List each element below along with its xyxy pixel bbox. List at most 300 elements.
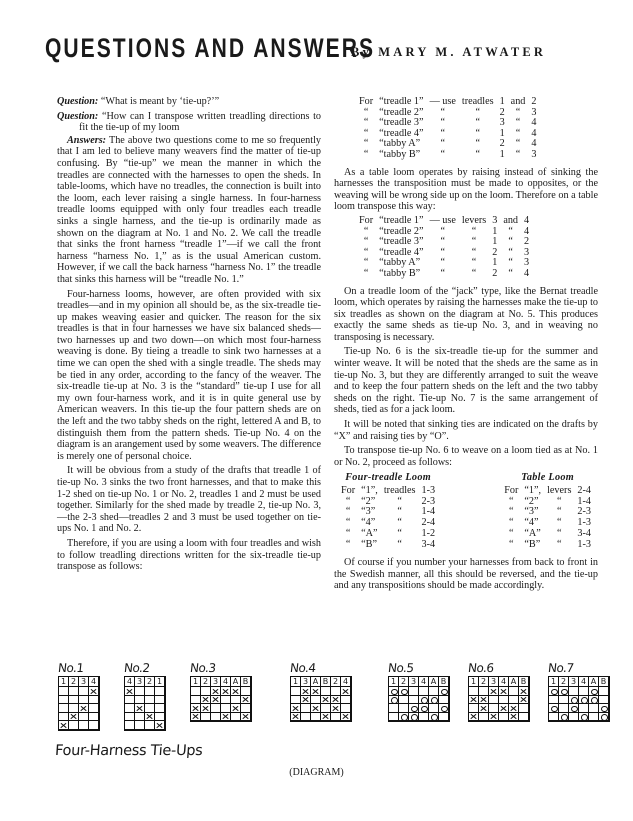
table-cell: “ bbox=[363, 257, 369, 269]
summer-winter-transpose-tables bbox=[334, 472, 598, 550]
sinking-tie-mark bbox=[135, 704, 145, 713]
sinking-tie-mark bbox=[321, 713, 331, 722]
tie-up-cell bbox=[489, 704, 499, 713]
tie-up-column-header: 1 bbox=[191, 677, 201, 687]
tie-up-grid bbox=[124, 676, 166, 731]
tie-up-cell bbox=[479, 713, 489, 722]
sinking-tie-mark bbox=[79, 704, 89, 713]
table-cell: “A” bbox=[524, 527, 541, 539]
table-cell: 1-3 bbox=[577, 517, 591, 529]
table-cell: “ bbox=[440, 117, 445, 129]
tie-up-grid bbox=[190, 676, 252, 722]
tie-up-column-header: 3 bbox=[489, 677, 499, 687]
tie-up-grid bbox=[58, 676, 100, 731]
tie-up-cell bbox=[79, 687, 89, 696]
table-cell: 1 bbox=[499, 127, 505, 139]
paragraph: Of course if you number your harnesses from back to front in the Swedish manner, all this should be reversed, and the tie-up and any transpositions should be made accordingly. bbox=[334, 557, 598, 592]
raising-tie-mark bbox=[579, 696, 589, 705]
table-cell: “tabby A” bbox=[379, 257, 421, 269]
table-cell: “tabby B” bbox=[379, 267, 421, 279]
table-row bbox=[338, 540, 438, 551]
table-cell: 4 bbox=[524, 267, 530, 279]
tie-up-cell bbox=[341, 704, 351, 713]
tie-up-cell bbox=[135, 696, 145, 705]
tie-up-2 bbox=[124, 662, 166, 731]
sinking-tie-mark bbox=[241, 713, 251, 722]
table-cell: and bbox=[510, 96, 526, 107]
sinking-tie-mark bbox=[231, 704, 241, 713]
diagram-caption: Four-Harness Tie-Ups bbox=[54, 743, 204, 759]
paragraph: It will be noted that sinking ties are indicated on the drafts by “X” and raising ties by “O”. bbox=[334, 419, 598, 442]
sinking-tie-mark bbox=[89, 687, 99, 696]
tie-up-cell bbox=[579, 687, 589, 696]
tie-up-cell bbox=[301, 704, 311, 713]
table-cell: 2-3 bbox=[421, 495, 436, 507]
table-cell: “tabby B” bbox=[379, 148, 421, 160]
tie-up-column-header: 3 bbox=[211, 677, 221, 687]
table-cell: “ bbox=[440, 138, 445, 150]
tie-up-cell bbox=[145, 721, 155, 730]
tie-up-column-header: 4 bbox=[579, 677, 589, 687]
paragraph: Therefore, if you are using a loom with four treadles and wish to follow treadling directions written for the six-treadle tie-up transpose as follows: bbox=[57, 537, 321, 573]
tie-up-cell bbox=[439, 696, 449, 705]
table-cell: “ bbox=[397, 538, 402, 550]
table-cell: For bbox=[341, 485, 356, 496]
diagram-label: (DIAGRAM) bbox=[289, 767, 344, 778]
table-cell: “treadle 2” bbox=[379, 225, 424, 237]
tie-up-cell bbox=[125, 721, 135, 730]
tie-up-cell bbox=[155, 704, 165, 713]
tie-up-cell bbox=[509, 687, 519, 696]
tie-up-cell bbox=[145, 696, 155, 705]
table-cell: 3 bbox=[492, 214, 498, 226]
sinking-tie-mark bbox=[155, 721, 165, 730]
tie-up-column-header: A bbox=[429, 677, 439, 687]
table-cell: 4 bbox=[531, 117, 537, 129]
table-cell: “ bbox=[508, 257, 513, 269]
sinking-tie-mark bbox=[191, 713, 201, 722]
table-cell: “ bbox=[509, 527, 514, 539]
table-cell: treadles bbox=[383, 485, 416, 496]
tie-up-column-header: B bbox=[241, 677, 251, 687]
table-cell: “ bbox=[345, 527, 351, 539]
table-cell: 1-2 bbox=[421, 527, 436, 539]
table-cell: “ bbox=[509, 538, 514, 550]
tie-up-cell bbox=[291, 696, 301, 705]
tie-up-cell bbox=[79, 721, 89, 730]
sinking-tie-mark bbox=[519, 687, 529, 696]
table-cell: “ bbox=[471, 246, 477, 258]
tie-up-cell bbox=[389, 713, 399, 722]
tie-up-label: No.1 bbox=[57, 661, 85, 675]
table-cell: For bbox=[359, 96, 374, 107]
tie-up-cell bbox=[549, 713, 559, 722]
table-cell: 4 bbox=[531, 127, 537, 139]
tie-up-column-header: 2 bbox=[69, 677, 79, 687]
tie-up-cell bbox=[291, 687, 301, 696]
sinking-tie-mark bbox=[241, 696, 251, 705]
tie-up-cell bbox=[135, 721, 145, 730]
tie-up-cell bbox=[429, 704, 439, 713]
table-cell: 2-4 bbox=[421, 517, 436, 529]
tie-up-cell bbox=[569, 713, 579, 722]
tie-up-cell bbox=[409, 696, 419, 705]
table-cell: “ bbox=[345, 538, 351, 550]
tie-up-column-header: 2 bbox=[145, 677, 155, 687]
table-cell: 1 bbox=[492, 225, 498, 237]
tie-up-cell bbox=[89, 696, 99, 705]
table-cell: “treadle 1” bbox=[379, 214, 424, 226]
paragraph: Tie-up No. 6 is the six-treadle tie-up for the summer and winter weave. It will be noted that the sheds are the same as in tie-up No. 3, but they are differently arranged to suit the weave and to keep the four pattern sheds on the left and the two tabby sheds on the right. Tie-up No. 7 is the same arrangement of sheds, tied as for a jack loom. bbox=[334, 346, 598, 416]
table-cell: “ bbox=[363, 236, 369, 248]
sinking-tie-mark bbox=[469, 696, 479, 705]
tie-up-cell bbox=[59, 713, 69, 722]
raising-tie-mark bbox=[559, 713, 569, 722]
tie-up-grid bbox=[548, 676, 610, 722]
tie-up-cell bbox=[311, 696, 321, 705]
table-cell: “ bbox=[397, 506, 402, 518]
tie-up-cell bbox=[519, 713, 529, 722]
raising-tie-mark bbox=[399, 687, 409, 696]
tie-up-cell bbox=[59, 687, 69, 696]
raising-tie-mark bbox=[549, 687, 559, 696]
sinking-tie-mark bbox=[331, 696, 341, 705]
table-cell: “tabby A” bbox=[379, 138, 421, 150]
table-cell: “treadle 4” bbox=[379, 127, 424, 139]
tie-up-column-header: 2 bbox=[201, 677, 211, 687]
tie-up-column-header: 2 bbox=[399, 677, 409, 687]
tie-up-column-header: 4 bbox=[499, 677, 509, 687]
paragraph: Four-harness looms, however, are often provided with six treadles—and in my opinion all should be, as the six-treadle tie-up makes weaving easier and quicker. The reason for the six treadles is that in four harnesses we have six balanced sheds—two harnesses up and two down—on which most four-harness weaving is done. By tieing a treadle to sink two harnesses at a time we can open the shed with a single treadle. The sheds may be tied in any order, according to the fancy of the weaver. The six-treadle tie-up at No. 3 is the “standard” tie-up I use for all my own four-harness work, and it is in quite general use by American weavers. In this tie-up the four pattern sheds are on the left and the two tabby sheds on the right, lettered A and B, to distinguish them from the pattern sheds. Tie-up No. 4 on the diagram is an arangement used by some weavers. The difference is merely one of personal choice. bbox=[57, 288, 321, 462]
tie-up-cell bbox=[409, 687, 419, 696]
tie-up-cell bbox=[599, 696, 609, 705]
table-cell: 3-4 bbox=[577, 527, 591, 539]
tie-up-label: No.6 bbox=[467, 661, 495, 675]
sinking-tie-mark bbox=[479, 704, 489, 713]
paragraph: On a treadle loom of the “jack” type, like the Bernat treadle loom, which operates by raising the harnesses make the tie-up to six treadles as shown on the diagram at No. 5. This produces exactly the same sheds as tie-up No. 3, and in weaving no transposing is necessary. bbox=[334, 285, 598, 343]
table-cell: “ bbox=[556, 495, 562, 507]
tie-up-5 bbox=[388, 662, 450, 722]
sinking-tie-mark bbox=[331, 704, 341, 713]
table-cell: “ bbox=[508, 225, 513, 237]
sinking-tie-mark bbox=[341, 687, 351, 696]
right-column bbox=[334, 96, 598, 595]
table-cell: 1-4 bbox=[577, 495, 591, 507]
sinking-tie-mark bbox=[211, 687, 221, 696]
article-header bbox=[45, 33, 605, 73]
tie-up-cell bbox=[89, 713, 99, 722]
tie-up-cell bbox=[559, 704, 569, 713]
tie-up-column-header: 4 bbox=[221, 677, 231, 687]
table-cell: “ bbox=[363, 267, 369, 279]
table-cell: 1-3 bbox=[421, 485, 436, 496]
tie-up-cell bbox=[79, 696, 89, 705]
tie-up-column-header: 4 bbox=[125, 677, 135, 687]
table-cell: 1-3 bbox=[577, 538, 591, 550]
table-cell: “ bbox=[363, 148, 369, 160]
tie-up-1 bbox=[58, 662, 100, 731]
tie-up-column-header: B bbox=[599, 677, 609, 687]
table-cell: “ bbox=[475, 148, 480, 160]
table-cell: 2-3 bbox=[577, 506, 591, 518]
table-cell: “B” bbox=[524, 538, 541, 550]
tie-up-cell bbox=[201, 713, 211, 722]
table-cell: “treadle 4” bbox=[379, 246, 424, 258]
table-loom-transpose-table bbox=[356, 216, 532, 280]
table-cell: “ bbox=[363, 225, 369, 237]
tie-up-cell bbox=[499, 696, 509, 705]
tie-up-cell bbox=[211, 704, 221, 713]
tie-up-cell bbox=[429, 687, 439, 696]
tie-up-cell bbox=[69, 721, 79, 730]
tie-up-column-header: B bbox=[439, 677, 449, 687]
table-cell: “ bbox=[556, 538, 562, 550]
tie-up-cell bbox=[321, 704, 331, 713]
table-cell: “ bbox=[475, 117, 480, 129]
article-byline: By MARY M. ATWATER bbox=[351, 45, 547, 59]
tie-up-cell bbox=[125, 713, 135, 722]
tie-up-cell bbox=[155, 696, 165, 705]
raising-tie-mark bbox=[419, 696, 429, 705]
table-cell: “ bbox=[515, 138, 521, 150]
table-cell: “ bbox=[363, 246, 369, 258]
raising-tie-mark bbox=[389, 696, 399, 705]
raising-tie-mark bbox=[389, 687, 399, 696]
table-cell: 3 bbox=[524, 257, 530, 269]
tie-up-column-header: 4 bbox=[419, 677, 429, 687]
table-cell: “ bbox=[515, 148, 521, 160]
raising-tie-mark bbox=[569, 704, 579, 713]
tie-up-cell bbox=[145, 704, 155, 713]
tie-up-cell bbox=[399, 696, 409, 705]
tie-up-cell bbox=[135, 713, 145, 722]
sinking-tie-mark bbox=[519, 696, 529, 705]
tie-up-label: No.3 bbox=[189, 661, 217, 675]
table-cell: “ bbox=[363, 106, 369, 118]
table-row bbox=[501, 540, 594, 551]
table-cell: and bbox=[503, 214, 519, 226]
tie-up-4 bbox=[290, 662, 352, 722]
tie-up-grid bbox=[290, 676, 352, 722]
table-cell: “3” bbox=[524, 506, 539, 518]
sinking-tie-mark bbox=[211, 696, 221, 705]
table-cell: 3 bbox=[524, 246, 530, 258]
table-cell: “4” bbox=[524, 517, 539, 529]
table-row bbox=[356, 216, 532, 227]
raising-tie-mark bbox=[439, 687, 449, 696]
table-cell: 1 bbox=[492, 257, 498, 269]
tie-up-cell bbox=[439, 713, 449, 722]
table-cell: “ bbox=[345, 517, 351, 529]
table-cell: “1”, bbox=[524, 485, 542, 496]
sinking-tie-mark bbox=[509, 713, 519, 722]
sinking-tie-mark bbox=[191, 704, 201, 713]
table-cell: “ bbox=[475, 106, 480, 118]
table-cell: levers bbox=[461, 214, 487, 226]
table-loom-table bbox=[501, 472, 594, 550]
sinking-tie-mark bbox=[221, 687, 231, 696]
tie-up-diagrams bbox=[57, 661, 618, 744]
sinking-tie-mark bbox=[59, 721, 69, 730]
raising-tie-mark bbox=[419, 704, 429, 713]
table-cell: “ bbox=[509, 506, 514, 518]
table-cell: “ bbox=[363, 117, 369, 129]
tie-up-cell bbox=[469, 704, 479, 713]
tie-up-column-header: 4 bbox=[341, 677, 351, 687]
question-1: Question: “What is meant by ‘tie-up?’” bbox=[57, 96, 220, 107]
tie-up-cell bbox=[509, 696, 519, 705]
table-cell: — use bbox=[429, 214, 456, 226]
table-cell: “ bbox=[475, 138, 480, 150]
tie-up-column-header: 1 bbox=[291, 677, 301, 687]
table-cell: 2 bbox=[492, 246, 498, 258]
table-cell: “ bbox=[363, 138, 369, 150]
raising-tie-mark bbox=[549, 704, 559, 713]
tie-up-cell bbox=[125, 696, 135, 705]
table-cell: 2 bbox=[499, 106, 505, 118]
sinking-tie-mark bbox=[499, 687, 509, 696]
table-cell: “ bbox=[440, 267, 445, 279]
table-cell: “ bbox=[475, 127, 480, 139]
sinking-tie-mark bbox=[469, 713, 479, 722]
raising-tie-mark bbox=[429, 696, 439, 705]
tie-up-column-header: 2 bbox=[479, 677, 489, 687]
table-cell: 2 bbox=[524, 236, 530, 248]
table-cell: “ bbox=[345, 495, 351, 507]
table-cell: “treadle 3” bbox=[379, 236, 424, 248]
tie-up-cell bbox=[155, 713, 165, 722]
article-title: QUESTIONS AND ANSWERS bbox=[45, 33, 376, 63]
tie-up-cell bbox=[191, 687, 201, 696]
tie-up-cell bbox=[221, 696, 231, 705]
tie-up-label: No.5 bbox=[387, 661, 415, 675]
tie-up-cell bbox=[331, 713, 341, 722]
tie-up-cell bbox=[589, 713, 599, 722]
table-cell: “ bbox=[508, 267, 513, 279]
sinking-tie-mark bbox=[489, 713, 499, 722]
raising-tie-mark bbox=[429, 713, 439, 722]
table-cell: “ bbox=[440, 257, 445, 269]
sinking-tie-mark bbox=[145, 713, 155, 722]
tie-up-cell bbox=[341, 696, 351, 705]
table-cell: “ bbox=[515, 106, 521, 118]
table-cell: “ bbox=[397, 527, 402, 539]
four-treadle-loom-table bbox=[338, 472, 438, 550]
tie-up-column-header: 3 bbox=[135, 677, 145, 687]
sinking-tie-mark bbox=[201, 704, 211, 713]
tie-up-cell bbox=[59, 696, 69, 705]
tie-up-cell bbox=[89, 704, 99, 713]
tie-up-cell bbox=[231, 713, 241, 722]
sinking-tie-mark bbox=[125, 687, 135, 696]
tie-up-column-header: 1 bbox=[549, 677, 559, 687]
tie-up-7 bbox=[548, 662, 610, 722]
table-cell: “ bbox=[471, 257, 477, 269]
sinking-tie-mark bbox=[291, 713, 301, 722]
tie-up-column-header: 3 bbox=[301, 677, 311, 687]
table-cell: “4” bbox=[361, 517, 376, 529]
table-cell: 4 bbox=[524, 225, 530, 237]
table-loom-heading: Table Loom bbox=[521, 472, 574, 484]
table-cell: 2-4 bbox=[577, 485, 591, 496]
raising-tie-mark bbox=[599, 713, 609, 722]
table-cell: “A” bbox=[361, 527, 378, 539]
raising-tie-mark bbox=[409, 713, 419, 722]
tie-up-cell bbox=[549, 696, 559, 705]
sinking-tie-mark bbox=[311, 704, 321, 713]
tie-up-cell bbox=[59, 704, 69, 713]
table-cell: “3” bbox=[361, 506, 376, 518]
table-cell: “ bbox=[363, 127, 369, 139]
table-cell: “2” bbox=[361, 495, 376, 507]
left-column bbox=[57, 96, 321, 576]
table-cell: 3 bbox=[531, 148, 537, 160]
tie-up-cell bbox=[579, 704, 589, 713]
table-cell: 4 bbox=[524, 214, 530, 226]
table-cell: “ bbox=[471, 267, 477, 279]
table-cell: “ bbox=[508, 246, 513, 258]
tie-up-column-header: 4 bbox=[89, 677, 99, 687]
raising-tie-mark bbox=[439, 704, 449, 713]
table-cell: “ bbox=[440, 148, 445, 160]
table-row bbox=[356, 150, 539, 161]
tie-up-column-header: 1 bbox=[469, 677, 479, 687]
table-cell: “ bbox=[440, 246, 445, 258]
table-cell: 2 bbox=[492, 267, 498, 279]
tie-up-cell bbox=[155, 687, 165, 696]
tie-up-column-header: 1 bbox=[389, 677, 399, 687]
table-cell: 2 bbox=[531, 96, 537, 107]
paragraph: As a table loom operates by raising instead of sinking the harnesses the transposition must be made to opposites, or the weaving will be wrong side up on the loom. Therefore on a table loom transpose this way: bbox=[334, 166, 598, 213]
tie-up-cell bbox=[301, 713, 311, 722]
answers-paragraph: Answers: The above two questions come to me so frequently that I am led to believe many weavers find the matter of tie-up confusing. By “tie-up” we mean the manner in which the treadles are connected with the harnesses to open the sheds. In table-looms, which have no treadles, the connection is built into the loom, each lever raising a single harness. In four-harness treadle looms equipped with only four treadles each treadle sinks a single harness, and the tie-up is ordinarily made as shown on the diagram at No. 1 and No. 2. We call the treadle that sinks the front harness “treadle 1”—if we call the front harness “harness No. 1,” as is the usual American custom. However, if we call the back harness “harness No. 1” the treadle that sinks this harness will be “treadle No. 1.” bbox=[57, 134, 321, 285]
tie-up-cell bbox=[321, 687, 331, 696]
tie-up-column-header: A bbox=[231, 677, 241, 687]
table-row bbox=[356, 269, 532, 280]
tie-up-grid bbox=[388, 676, 450, 722]
tie-up-cell bbox=[389, 704, 399, 713]
tie-up-cell bbox=[311, 713, 321, 722]
table-cell: — use bbox=[429, 96, 456, 107]
table-cell: “ bbox=[397, 517, 402, 529]
table-cell: “ bbox=[440, 236, 445, 248]
sinking-tie-mark bbox=[321, 696, 331, 705]
tie-up-cell bbox=[221, 704, 231, 713]
table-cell: For bbox=[359, 214, 374, 226]
paragraph: To transpose tie-up No. 6 to weave on a loom tied as at No. 1 or No. 2, proceed as follows: bbox=[334, 445, 598, 468]
table-cell: treadles bbox=[461, 96, 494, 107]
four-treadle-transpose-table bbox=[356, 97, 539, 161]
table-cell: 1 bbox=[499, 148, 505, 160]
tie-up-cell bbox=[399, 704, 409, 713]
tie-up-column-header: 2 bbox=[559, 677, 569, 687]
table-cell: 2 bbox=[499, 138, 505, 150]
sinking-tie-mark bbox=[221, 713, 231, 722]
tie-up-cell bbox=[145, 687, 155, 696]
tie-up-column-header: A bbox=[589, 677, 599, 687]
table-cell: “1”, bbox=[361, 485, 378, 496]
tie-up-cell bbox=[231, 696, 241, 705]
sinking-tie-mark bbox=[201, 696, 211, 705]
tie-up-cell bbox=[69, 687, 79, 696]
tie-up-cell bbox=[241, 704, 251, 713]
tie-up-cell bbox=[479, 687, 489, 696]
raising-tie-mark bbox=[589, 687, 599, 696]
tie-up-cell bbox=[241, 687, 251, 696]
table-cell: “treadle 1” bbox=[379, 96, 424, 107]
table-cell: 4 bbox=[531, 138, 537, 150]
sinking-tie-mark bbox=[69, 713, 79, 722]
